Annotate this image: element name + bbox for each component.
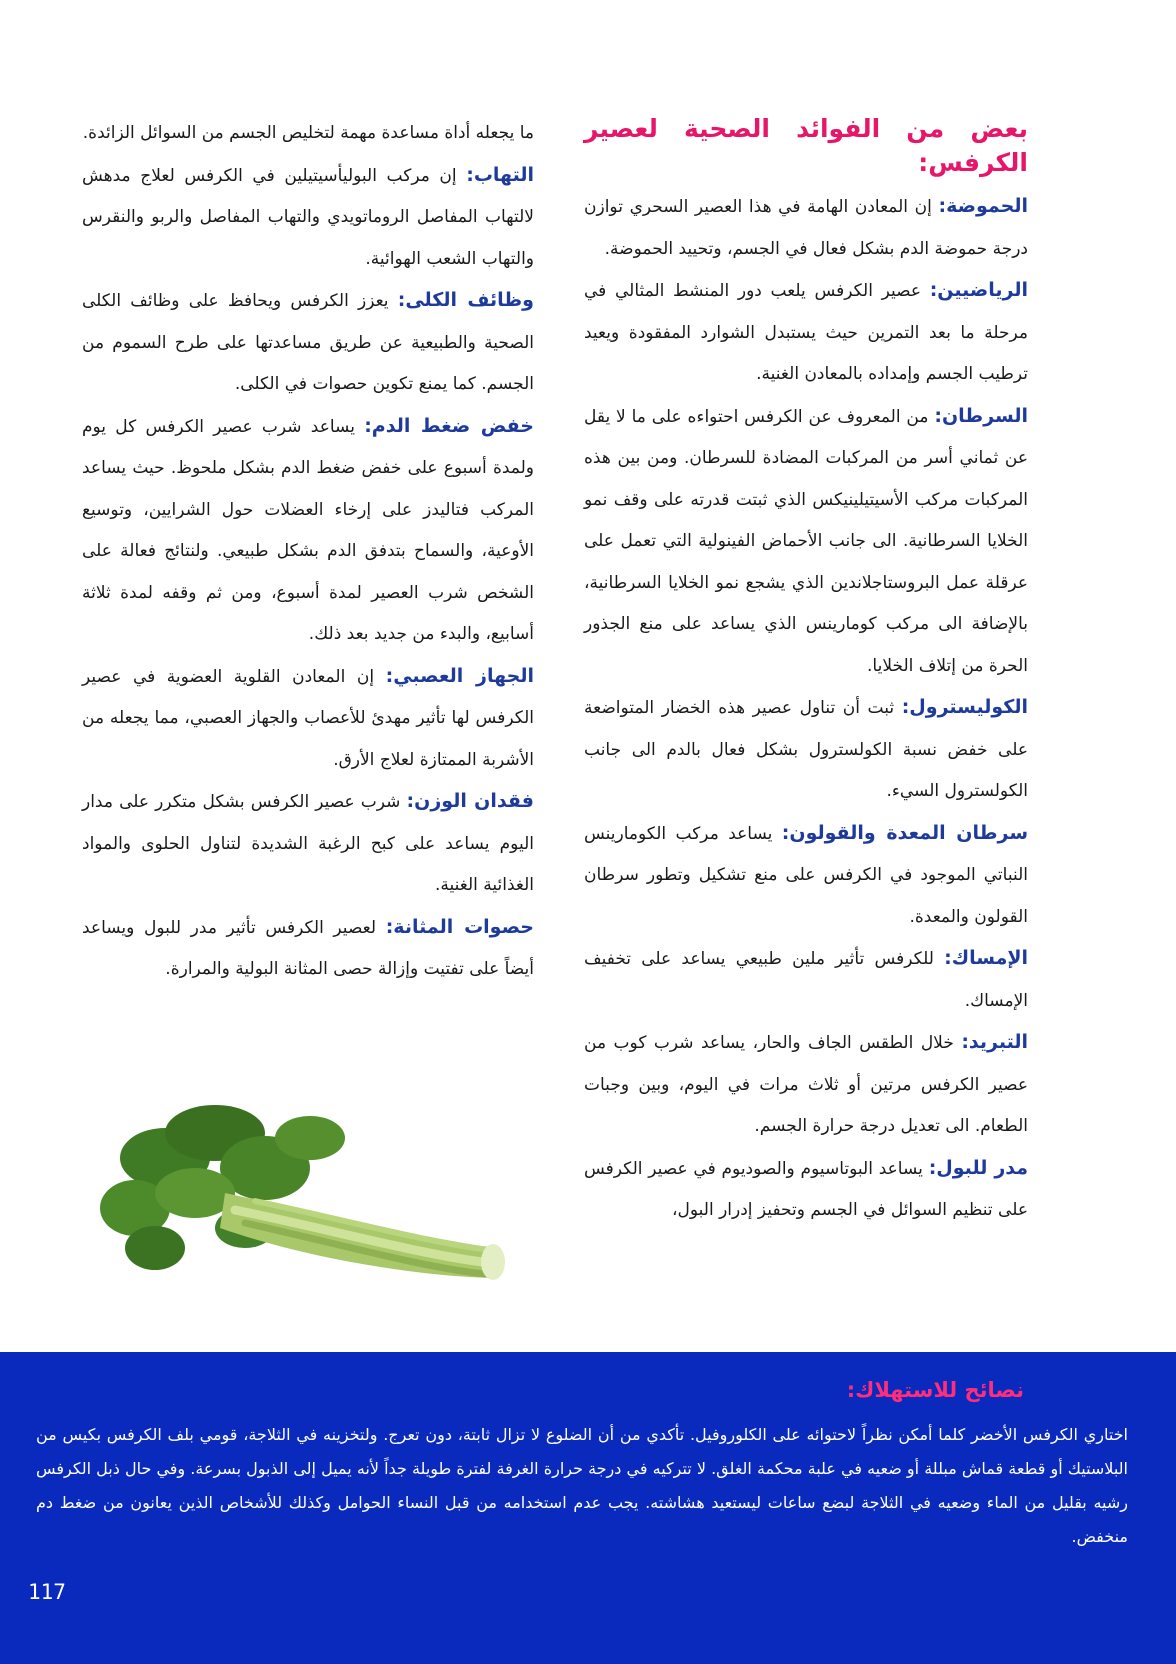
term-cholesterol: الكوليسترول: xyxy=(901,696,1028,718)
term-inflammation: التهاب: xyxy=(466,163,534,186)
paragraph-acidity xyxy=(584,186,1028,270)
text-cooling: خلال الطقس الجاف والحار، يساعد شرب كوب من عصير الكرفس مرتين أو ثلاث مرات في اليوم، وبين وجبات الطعام. الى تعديل درجة حرارة الجسم. xyxy=(584,1033,1028,1136)
term-blood-pressure: خفض ضغط الدم: xyxy=(364,414,535,437)
right-column xyxy=(584,112,1028,1232)
term-kidney: وظائف الكلى: xyxy=(397,289,534,311)
paragraph-nervous-system xyxy=(82,656,534,782)
paragraph-constipation xyxy=(584,938,1028,1022)
paragraph-kidney xyxy=(82,280,534,406)
text-weight-loss: شرب عصير الكرفس بشكل متكرر على مدار اليوم يساعد على كبح الرغبة الشديدة لتناول الحلوى والمواد الغذائية الغنية. xyxy=(82,792,534,895)
term-constipation: الإمساك: xyxy=(944,947,1028,969)
paragraph-cancer xyxy=(584,396,1028,688)
text-nervous-system: إن المعادن القلوية العضوية في عصير الكرفس لها تأثير مهدئ للأعصاب والجهاز العصبي، مما يجعله من الأشربة الممتازة لعلاج الأرق. xyxy=(82,666,534,770)
text-athletes: عصير الكرفس يلعب دور المنشط المثالي في مرحلة ما بعد التمرين حيث يستبدل الشوارد المفقودة ويعيد ترطيب الجسم وإمداده بالمعادن الغنية. xyxy=(584,281,1028,384)
text-constipation: للكرفس تأثير ملين طبيعي يساعد على تخفيف الإمساك. xyxy=(584,949,1028,1011)
text-inflammation: إن مركب البوليأسيتيلين في الكرفس لعلاج مدهش لالتهاب المفاصل الروماتويدي والتهاب المفاصل والربو والنقرس والتهاب الشعب الهوائية. xyxy=(82,165,534,269)
term-athletes: الرياضيين: xyxy=(929,279,1028,301)
paragraph-diuretic xyxy=(584,1148,1028,1232)
text-kidney: يعزز الكرفس ويحافظ على وظائف الكلى الصحية والطبيعية عن طريق مساعدتها على طرح السموم من الجسم. كما يمنع تكوين حصوات في الكلى. xyxy=(82,291,534,394)
paragraph-inflammation xyxy=(82,155,534,281)
article-title: بعض من الفوائد الصحية لعصير الكرفس: xyxy=(584,114,1028,177)
page-number: 117 xyxy=(28,1580,66,1604)
paragraph-athletes xyxy=(584,270,1028,396)
text-stomach-colon-cancer: يساعد مركب الكومارينس النباتي الموجود في الكرفس على منع تشكيل وتطور سرطان القولون والمعدة. xyxy=(584,823,1028,927)
text-cholesterol: ثبت أن تناول عصير هذه الخضار المتواضعة على خفض نسبة الكولسترول بشكل فعال بالدم الى جانب الكولسترول السيء. xyxy=(584,698,1028,801)
tips-body: اختاري الكرفس الأخضر كلما أمكن نظراً لاحتوائه على الكلوروفيل. تأكدي من أن الضلوع لا تزال ثابتة، دون تعرج. ولتخزينه في الثلاجة، قومي بلف الكرفس بكيس من البلاستيك أو قطعة قماش مبللة أو ضعيه في علبة محكمة الغلق. لا تتركيه في درجة حرارة الغرفة لفترة طويلة جداً لأنه يميل إلى الذبول بسرعة. وفي حال ذبل الكرفس رشيه بقليل من الماء وضعيه في الثلاجة لبضع ساعات ليستعيد هشاشته. يجب عدم استخدامه من قبل النساء الحوامل وكذلك للأشخاص الذين يعانون من ضغط دم منخفض. xyxy=(36,1425,1128,1546)
term-cooling: التبريد: xyxy=(961,1031,1028,1053)
text-bladder-stones: لعصير الكرفس تأثير مدر للبول ويساعد أيضاً على تفتيت وإزالة حصى المثانة البولية والمرارة. xyxy=(82,917,534,979)
term-weight-loss: فقدان الوزن: xyxy=(406,790,534,812)
paragraph-stomach-colon-cancer xyxy=(584,813,1028,939)
left-column xyxy=(82,112,534,991)
paragraph-blood-pressure xyxy=(82,406,534,656)
paragraph-cholesterol xyxy=(584,687,1028,813)
term-cancer: السرطان: xyxy=(934,404,1028,427)
term-diuretic: مدر للبول: xyxy=(928,1156,1029,1179)
term-stomach-colon-cancer: سرطان المعدة والقولون: xyxy=(781,821,1028,844)
paragraph-weight-loss xyxy=(82,781,534,907)
term-nervous-system: الجهاز العصبي: xyxy=(385,664,534,687)
text-continuation: ما يجعله أداة مساعدة مهمة لتخليص الجسم من السوائل الزائدة. xyxy=(82,123,534,143)
text-diuretic: يساعد البوتاسيوم والصوديوم في عصير الكرفس على تنظيم السوائل في الجسم وتحفيز إدرار البول، xyxy=(584,1158,1028,1220)
text-cancer: من المعروف عن الكرفس احتواءه على ما لا يقل عن ثماني أسر من المركبات المضادة للسرطان. ومن بين هذه المركبات مركب الأسيتيلينيكس الذي ثبتت قدرته على وقف نمو الخلايا السرطانية. الى جانب الأحماض الفينولية التي تعمل على عرقلة عمل البروستاجلاندين الذي يشجع نمو الخلايا السرطانية، بالإضافة الى مركب كومارينس الذي يساعد على منع الجذور الحرة من إتلاف الخلايا. xyxy=(584,406,1028,676)
paragraph-bladder-stones xyxy=(82,907,534,991)
term-bladder-stones: حصوات المثانة: xyxy=(385,915,535,938)
paragraph-continuation xyxy=(82,112,534,155)
term-acidity: الحموضة: xyxy=(938,195,1028,217)
tips-title: نصائح للاستهلاك: xyxy=(846,1378,1024,1402)
celery-stalks xyxy=(220,1193,505,1280)
paragraph-cooling xyxy=(584,1022,1028,1148)
celery-image xyxy=(95,1098,515,1298)
text-blood-pressure: يساعد شرب عصير الكرفس كل يوم ولمدة أسبوع على خفض ضغط الدم بشكل ملحوظ. حيث يساعد المركب فتاليدز على إرخاء العضلات حول الشرايين، وتوسيع الأوعية، والسماح بتدفق الدم بشكل طبيعي. ولنتائج فعالة على الشخص شرب العصير لمدة أسبوع، ومن ثم وقفه لمدة ثلاثة أسابيع، والبدء من جديد بعد ذلك. xyxy=(82,416,534,644)
text-acidity: إن المعادن الهامة في هذا العصير السحري توازن درجة حموضة الدم بشكل فعال في الجسم، وتحييد الحموضة. xyxy=(584,197,1028,259)
